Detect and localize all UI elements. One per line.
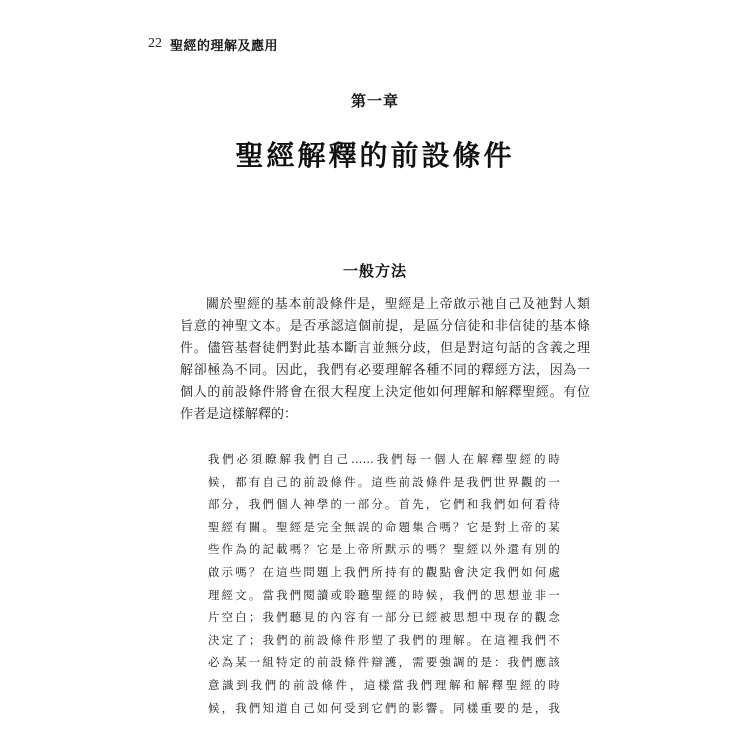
quote-line: 理經文。當我們閱讀或聆聽聖經的時候，我們的思想並非一: [208, 587, 560, 602]
quote-line: 些作為的記載嗎？它是上帝所默示的嗎？聖經以外還有別的: [208, 542, 560, 557]
quote-line: 部分，我們個人神學的一部分。首先，它們和我們如何看待: [208, 497, 560, 512]
quote-line: 候，都有自己的前設條件。這些前設條件是我們世界觀的一: [208, 474, 560, 489]
quote-line: 我們必須瞭解我們自己……我們每一個人在解釋聖經的時: [208, 452, 560, 466]
chapter-number: 第一章: [350, 92, 399, 110]
quote-line: 片空白；我們聽見的內容有一部分已經被思想中現存的觀念: [208, 610, 560, 625]
page-number: 22: [148, 36, 162, 51]
paragraph-line: 解卻極為不同。因此，我們有必要理解各種不同的釋經方法，因為一: [180, 363, 590, 378]
quote-line: 聖經有關。聖經是完全無誤的命題集合嗎？它是對上帝的某: [208, 519, 560, 534]
paragraph-line: 旨意的神聖文本。是否承認這個前提，是區分信徒和非信徒的基本條: [180, 319, 590, 334]
paragraph-line: 作者是這樣解釋的：: [180, 407, 298, 422]
running-header: [148, 34, 278, 54]
paragraph-line: 關於聖經的基本前設條件是，聖經是上帝啟示祂自己及祂對人類: [206, 297, 590, 312]
paragraph-line: 件。儘管基督徒們對此基本斷言並無分歧，但是對這句話的含義之理: [180, 341, 590, 356]
body-paragraph: [180, 294, 590, 426]
quote-line: 意識到我們的前設條件，這樣當我們理解和解釋聖經的時: [208, 677, 560, 692]
quote-line: 啟示嗎？在這些問題上我們所持有的觀點會決定我們如何處: [208, 564, 560, 579]
chapter-title: 聖經解釋的前設條件: [235, 139, 515, 172]
block-quote: [208, 448, 560, 719]
paragraph-line: 個人的前設條件將會在很大程度上決定他如何理解和解釋聖經。有位: [180, 385, 590, 400]
section-heading: 一般方法: [342, 262, 407, 280]
quote-line: 必為某一組特定的前設條件辯護，需要強調的是：我們應該: [208, 655, 560, 670]
quote-line: 決定了；我們的前設條件形塑了我們的理解。在這裡我們不: [208, 632, 560, 647]
book-title: 聖經的理解及應用: [170, 38, 279, 54]
quote-line: 候，我們知道自己如何受到它們的影響。同樣重要的是，我: [208, 700, 560, 715]
